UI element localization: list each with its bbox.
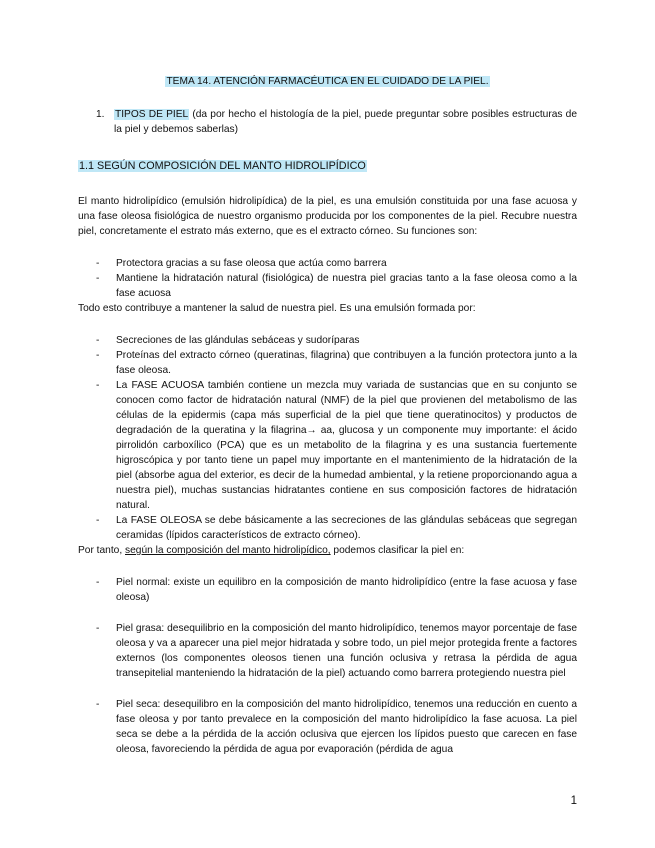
functions-list xyxy=(78,256,577,301)
underlined-phrase: según la composición del manto hidrolipídico, xyxy=(125,545,331,556)
item-body xyxy=(114,107,577,137)
dash-bullet: - xyxy=(96,335,100,346)
components-list xyxy=(78,333,577,543)
list-item: - Piel grasa: desequilibrio en la composición del manto hidrolipídico, tenemos mayor porcentaje de fase oleosa y va a aparecer una piel mejor hidratada y sobre todo, un piel mejor protegida frente a factores externos (los componentes oleosos tienen una función oclusiva y retrasa la pérdida de agua transepitelial manteniendo la hidratación de la piel) actuando como barrera protegiendo nuestra piel xyxy=(78,621,577,681)
section-heading xyxy=(78,159,577,174)
list-item: - Mantiene la hidratación natural (fisiológica) de nuestra piel gracias tanto a la fase oleosa como a la fase acuosa xyxy=(78,271,577,301)
dash-bullet: - xyxy=(96,258,100,269)
list-item: - Proteínas del extracto córneo (queratinas, filagrina) que contribuyen a la función protectora junto a la fase oleosa. xyxy=(78,348,577,378)
numbered-item-tipos-de-piel xyxy=(78,107,577,137)
list-item: - Secreciones de las glándulas sebáceas y sudoríparas xyxy=(78,333,577,348)
item-number: 1. xyxy=(96,109,105,120)
dash-bullet: - xyxy=(96,577,100,588)
item-heading: TIPOS DE PIEL xyxy=(115,109,189,120)
section-heading-text: 1.1 SEGÚN COMPOSICIÓN DEL MANTO HIDROLIPÍDICO xyxy=(79,160,366,172)
dash-bullet: - xyxy=(96,623,100,634)
dash-bullet: - xyxy=(96,350,100,361)
item-note: (da por hecho el histología de la piel, puede preguntar sobre posibles estructuras de la piel y debemos saberlas) xyxy=(114,109,578,135)
page-title xyxy=(78,72,577,89)
list-item: - La FASE ACUOSA también contiene un mezcla muy variada de sustancias que en su conjunto se conocen como factor de hidratación natural (NMF) de la piel que provienen del metabolismo de las células de la epidermis (capa más superficial de la piel que tiene queratinocitos) y productos de degradación de la queratina y la filagrina→ aa, glucosa y un componente muy importante: el ácido pirrolidón carboxílico (PCA) que es un metabolito de la filagrina y es una sustancia fuertemente higroscópica y por tanto tiene un papel muy importante en el mantenimiento de la hidratación de la piel (absorbe agua del exterior, es decir de la humedad ambiental, y la retiene proporcionando agua a nuestra piel), muchas sustancias hidratantes contiene en sus composición factores de hidratación natural. xyxy=(78,378,577,513)
dash-bullet: - xyxy=(96,699,100,710)
list-item: - Protectora gracias a su fase oleosa que actúa como barrera xyxy=(78,256,577,271)
dash-bullet: - xyxy=(96,273,100,284)
intro-paragraph: El manto hidrolipídico (emulsión hidrolipídica) de la piel, es una emulsión constituida por una fase acuosa y una fase oleosa fisiológica de nuestro organismo producida por los componentes de la piel. Recubre nuestra piel, concretamente el estrato más externo, que es el extracto córneo. Su funciones son: xyxy=(78,196,577,237)
list-item: - Piel seca: desequilibro en la composición del manto hidrolipídico, tenemos una reducción en cuento a fase oleosa y por tanto prevalece en la composición del manto hidrolipídico la fase acuosa. La piel seca se debe a la pérdida de la acción oclusiva que ejercen los lípidos puesto que carecen en fase oleosa, favoreciendo la pérdida de agua por evaporación (pérdida de agua xyxy=(78,697,577,757)
components-intro: Todo esto contribuye a mantener la salud de nuestra piel. Es una emulsión formada por: xyxy=(78,303,476,314)
dash-bullet: - xyxy=(96,380,100,391)
skin-types-list xyxy=(78,575,577,757)
list-item: - Piel normal: existe un equilibro en la composición de manto hidrolipídico (entre la fase acuosa y fase oleosa) xyxy=(78,575,577,605)
page-number: 1 xyxy=(570,795,577,807)
title-highlight: TEMA 14. ATENCIÓN FARMACÉUTICA EN EL CUIDADO DE LA PIEL. xyxy=(166,76,489,87)
classify-paragraph: Por tanto, según la composición del manto hidrolipídico, podemos clasificar la piel en: xyxy=(78,545,465,556)
list-item: - La FASE OLEOSA se debe básicamente a las secreciones de las glándulas sebáceas que segregan ceramidas (lípidos característicos de extracto córneo). xyxy=(78,513,577,543)
dash-bullet: - xyxy=(96,515,100,526)
